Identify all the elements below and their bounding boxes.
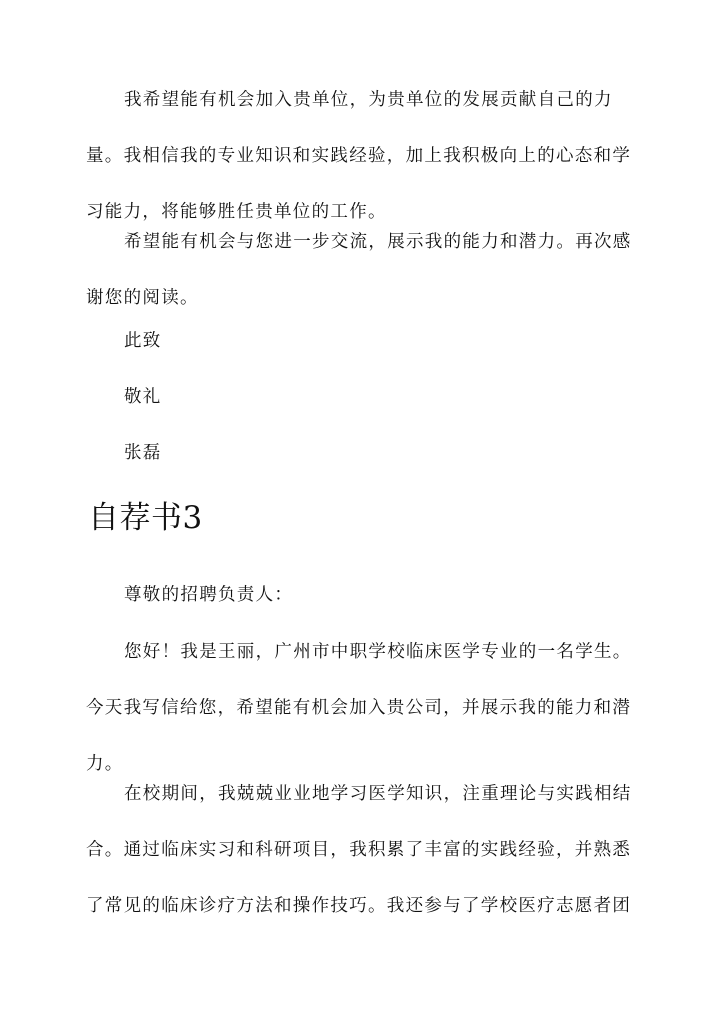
signature: 张磊 [124, 443, 162, 463]
paragraph-1: 我希望能有机会加入贵单位，为贵单位的发展贡献自己的力量。我相信我的专业知识和实践经验，加上我积极向上的心态和学习能力，将能够胜任贵单位的工作。 [86, 90, 632, 222]
salutation: 尊敬的招聘负责人： [124, 585, 294, 605]
section-heading: 自荐书3 [88, 500, 203, 536]
paragraph-3: 您好！我是王丽，广州市中职学校临床医学专业的一名学生。今天我写信给您，希望能有机会加入贵公司，并展示我的能力和潜力。 [86, 642, 632, 774]
paragraph-2: 希望能有机会与您进一步交流，展示我的能力和潜力。再次感谢您的阅读。 [86, 232, 632, 308]
closing-line-1: 此致 [124, 331, 162, 351]
closing-line-2: 敬礼 [124, 387, 162, 407]
paragraph-4: 在校期间，我兢兢业业地学习医学知识，注重理论与实践相结合。通过临床实习和科研项目，我积累了丰富的实践经验，并熟悉了常见的临床诊疗方法和操作技巧。我还参与了学校医疗志愿者团 [86, 784, 632, 916]
